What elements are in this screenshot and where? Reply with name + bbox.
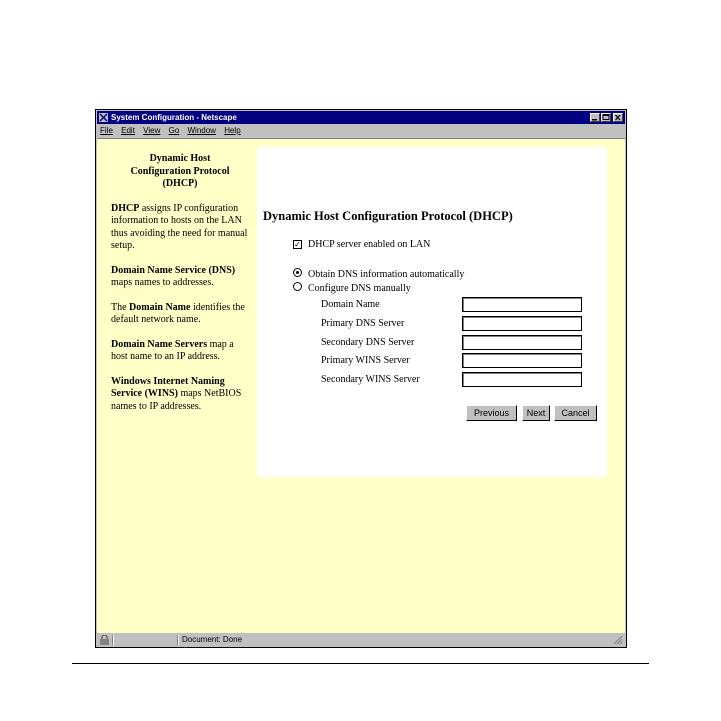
netscape-app-icon: [99, 113, 108, 122]
dhcp-enabled-label: DHCP server enabled on LAN: [308, 239, 431, 250]
title-bar[interactable]: [97, 111, 625, 124]
help-term: DHCP: [111, 202, 140, 214]
sidebar-heading-line: (DHCP): [162, 178, 198, 189]
status-text: Document: Done: [182, 635, 243, 644]
help-term: Domain Name Service (DNS): [111, 264, 236, 276]
secondary-wins-field[interactable]: [462, 372, 582, 387]
dhcp-enabled-checkbox[interactable]: ✓: [294, 240, 301, 249]
cancel-button[interactable]: Cancel: [554, 405, 597, 421]
status-divider: [112, 635, 114, 645]
dns-manual-row: [293, 282, 411, 295]
menu-go[interactable]: Go: [168, 126, 180, 135]
menu-file[interactable]: File: [100, 126, 113, 135]
sidebar-heading-line: Configuration Protocol: [130, 165, 230, 177]
menu-view[interactable]: View: [143, 126, 161, 135]
help-text: maps NetBIOS names to IP addresses.: [111, 388, 242, 412]
dns-servers-help: [111, 339, 249, 364]
menu-bar: [97, 125, 625, 137]
dhcp-help: [111, 203, 249, 253]
dns-auto-label: Obtain DNS information automatically: [308, 269, 465, 280]
help-text: The: [111, 301, 130, 313]
help-text: identifies the default network name.: [111, 301, 245, 325]
domain-name-field[interactable]: [462, 297, 582, 312]
browser-window: [95, 109, 627, 648]
dns-auto-radio[interactable]: [293, 268, 302, 277]
menu-window[interactable]: Window: [187, 126, 216, 135]
help-term: Domain Name Servers: [111, 338, 208, 350]
domain-name-label: Domain Name: [321, 299, 380, 310]
primary-dns-field[interactable]: [462, 316, 582, 331]
page-rule: [72, 663, 649, 664]
secondary-dns-label: Secondary DNS Server: [321, 337, 415, 348]
help-term: Domain Name: [129, 301, 191, 313]
dhcp-enabled-row: [293, 239, 430, 251]
dns-manual-radio[interactable]: [293, 282, 302, 291]
domain-name-help: [111, 302, 249, 327]
next-button[interactable]: Next: [522, 405, 550, 421]
dns-auto-row: [293, 268, 464, 281]
help-sidebar: [111, 153, 249, 425]
dns-manual-label: Configure DNS manually: [308, 283, 411, 294]
minimize-button[interactable]: [590, 113, 600, 122]
close-icon: [614, 114, 622, 121]
maximize-icon: [602, 114, 610, 121]
help-text: map a host name to an IP address.: [111, 338, 234, 362]
dhcp-form-panel: [257, 147, 607, 477]
secondary-dns-field[interactable]: [462, 335, 582, 350]
window-title: System Configuration - Netscape: [111, 113, 237, 122]
help-text: maps names to addresses.: [111, 277, 214, 288]
page-title: Dynamic Host Configuration Protocol (DHCP): [263, 209, 513, 223]
status-bar: [97, 634, 625, 646]
security-lock-icon[interactable]: [99, 635, 111, 645]
primary-dns-label: Primary DNS Server: [321, 318, 405, 329]
dns-help: [111, 265, 249, 290]
page-content: [97, 138, 625, 633]
close-button[interactable]: [613, 113, 623, 122]
maximize-button[interactable]: [601, 113, 611, 122]
sidebar-heading-line: Dynamic Host: [149, 153, 211, 164]
primary-wins-label: Primary WINS Server: [321, 355, 410, 366]
primary-wins-field[interactable]: [462, 353, 582, 368]
menu-help[interactable]: Help: [224, 126, 241, 135]
secondary-wins-label: Secondary WINS Server: [321, 374, 420, 385]
sidebar-heading: [111, 153, 249, 191]
wins-help: [111, 376, 249, 414]
previous-button[interactable]: Previous: [466, 405, 517, 421]
resize-grip-icon[interactable]: [613, 635, 623, 645]
minimize-icon: [591, 114, 599, 121]
menu-edit[interactable]: Edit: [121, 126, 135, 135]
help-term: Windows Internet Naming Service (WINS): [111, 375, 225, 399]
help-text: assigns IP configuration information to hosts on the LAN thus avoiding the need for manual setup.: [111, 202, 248, 251]
status-divider: [177, 635, 179, 645]
